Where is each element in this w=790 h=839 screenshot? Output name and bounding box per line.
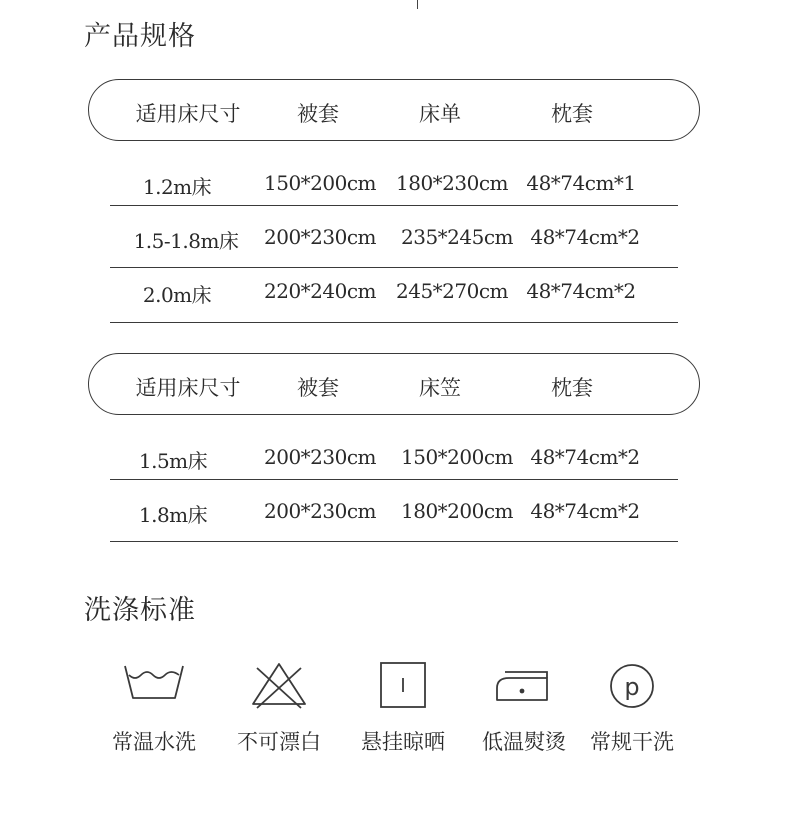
row-divider bbox=[110, 479, 678, 480]
table-row bbox=[110, 485, 678, 539]
cell-duvet-cover: 220*240cm bbox=[263, 279, 377, 303]
header-bed-sheet: 床单 bbox=[419, 102, 461, 126]
header-pillowcase: 枕套 bbox=[551, 102, 593, 126]
care-label: 悬挂晾晒 bbox=[361, 730, 445, 754]
top-divider-mark bbox=[417, 0, 418, 9]
dry-clean-icon bbox=[607, 660, 657, 710]
care-label: 常规干洗 bbox=[590, 730, 674, 754]
cell-bed-sheet: 180*230cm bbox=[395, 171, 509, 195]
table-row bbox=[110, 265, 678, 319]
cell-bed-size: 1.2m床 bbox=[142, 175, 212, 199]
row-divider bbox=[110, 205, 678, 206]
table-row bbox=[110, 211, 678, 265]
wash-section-title: 洗涤标准 bbox=[84, 595, 196, 626]
no-bleach-icon bbox=[247, 660, 311, 710]
cell-duvet-cover: 200*230cm bbox=[263, 445, 377, 469]
cell-pillowcase: 48*74cm*2 bbox=[530, 499, 640, 523]
cell-fitted-sheet: 150*200cm bbox=[400, 445, 514, 469]
header-bed-size: 适用床尺寸 bbox=[135, 376, 241, 400]
cell-pillowcase: 48*74cm*1 bbox=[526, 171, 636, 195]
cell-bed-sheet: 235*245cm bbox=[400, 225, 514, 249]
header-fitted-sheet: 床笠 bbox=[419, 376, 461, 400]
iron-low-icon bbox=[491, 660, 557, 706]
cell-bed-size: 1.8m床 bbox=[138, 503, 208, 527]
care-label: 低温熨烫 bbox=[482, 730, 566, 754]
header-duvet-cover: 被套 bbox=[297, 102, 339, 126]
cell-duvet-cover: 150*200cm bbox=[263, 171, 377, 195]
cell-bed-size: 2.0m床 bbox=[142, 283, 212, 307]
cell-bed-size: 1.5m床 bbox=[138, 449, 208, 473]
care-label: 不可漂白 bbox=[237, 730, 321, 754]
cell-pillowcase: 48*74cm*2 bbox=[526, 279, 636, 303]
cell-bed-size: 1.5-1.8m床 bbox=[133, 229, 239, 253]
care-label: 常温水洗 bbox=[112, 730, 196, 754]
row-divider bbox=[110, 322, 678, 323]
table-row bbox=[110, 431, 678, 485]
table2-header bbox=[88, 353, 700, 415]
cell-pillowcase: 48*74cm*2 bbox=[530, 445, 640, 469]
header-duvet-cover: 被套 bbox=[297, 376, 339, 400]
header-pillowcase: 枕套 bbox=[551, 376, 593, 400]
dry-clean-symbol: p bbox=[624, 673, 640, 701]
cell-duvet-cover: 200*230cm bbox=[263, 225, 377, 249]
header-bed-size: 适用床尺寸 bbox=[135, 102, 241, 126]
cell-bed-sheet: 245*270cm bbox=[395, 279, 509, 303]
cell-pillowcase: 48*74cm*2 bbox=[530, 225, 640, 249]
spec-section-title: 产品规格 bbox=[84, 21, 196, 52]
wash-tub-icon bbox=[122, 660, 186, 706]
table-row bbox=[110, 157, 678, 211]
hang-dry-icon bbox=[377, 660, 429, 710]
row-divider bbox=[110, 541, 678, 542]
cell-fitted-sheet: 180*200cm bbox=[400, 499, 514, 523]
table1-header bbox=[88, 79, 700, 141]
cell-duvet-cover: 200*230cm bbox=[263, 499, 377, 523]
